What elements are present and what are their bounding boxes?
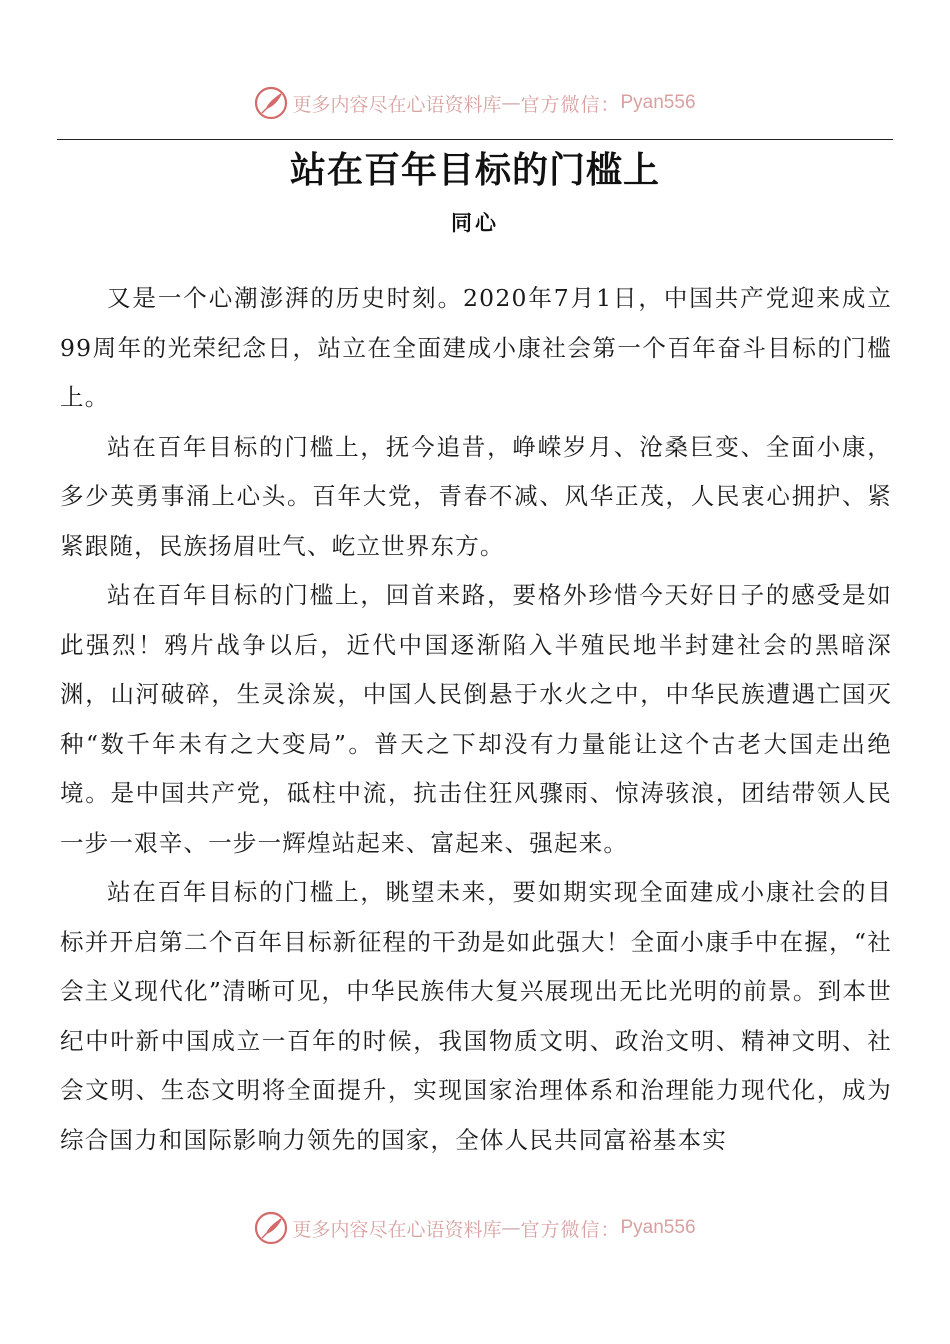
paragraph-4: 站在百年目标的门槛上，眺望未来，要如期实现全面建成小康社会的目标并开启第二个百年目标新征程的干劲是如此强大！全面小康手中在握，“社会主义现代化”清晰可见，中华民族伟大复兴展现出无比光明的前景。到本世纪中叶新中国成立一百年的时候，我国物质文明、政治文明、精神文明、社会文明、生态文明将全面提升，实现国家治理体系和治理能力现代化，成为综合国力和国际影响力领先的国家，全体人民共同富裕基本实 [60,878,892,1154]
banner-wechat-label: 官方微信： [520,1218,621,1241]
banner-wechat-id: Pyan556 [620,92,696,113]
banner-wechat-id: Pyan556 [620,1217,696,1238]
page-title: 站在百年目标的门槛上 [289,149,660,191]
paragraph-2: 站在百年目标的门槛上，抚今追昔，峥嵘岁月、沧桑巨变、全面小康，多少英勇事涌上心头。百年大党，青春不减、风华正茂，人民衷心拥护、紧紧跟随，民族扬眉吐气、屹立世界东方。 [60,432,892,560]
header-banner [0,86,950,120]
footer-banner [0,1211,950,1245]
header-rule [57,139,893,140]
banner-text: 更多内容尽在心语资料库 [292,93,502,116]
banner-separator: — [501,1217,521,1239]
author: 同心 [451,210,499,235]
paragraph-3: 站在百年目标的门槛上，回首来路，要格外珍惜今天好日子的感受是如此强烈！鸦片战争以后，近代中国逐渐陷入半殖民地半封建社会的黑暗深渊，山河破碎，生灵涂炭，中国人民倒悬于水火之中，中华民族遭遇亡国灭种“数千年未有之大变局”。普天之下却没有力量能让这个古老大国走出绝境。是中国共产党，砥柱中流，抗击住狂风骤雨、惊涛骇浪，团结带领人民一步一艰辛、一步一辉煌站起来、富起来、强起来。 [60,581,892,857]
paragraph-1: 又是一个心潮澎湃的历史时刻。2020年7月1日，中国共产党迎来成立99周年的光荣纪念日，站立在全面建成小康社会第一个百年奋斗目标的门槛上。 [60,284,892,411]
quill-logo-icon [254,86,288,120]
banner-text: 更多内容尽在心语资料库 [292,1218,502,1241]
quill-logo-icon [254,1211,288,1245]
banner-wechat-label: 官方微信： [520,93,621,116]
article-body [60,274,892,1165]
banner-separator: — [501,92,521,114]
